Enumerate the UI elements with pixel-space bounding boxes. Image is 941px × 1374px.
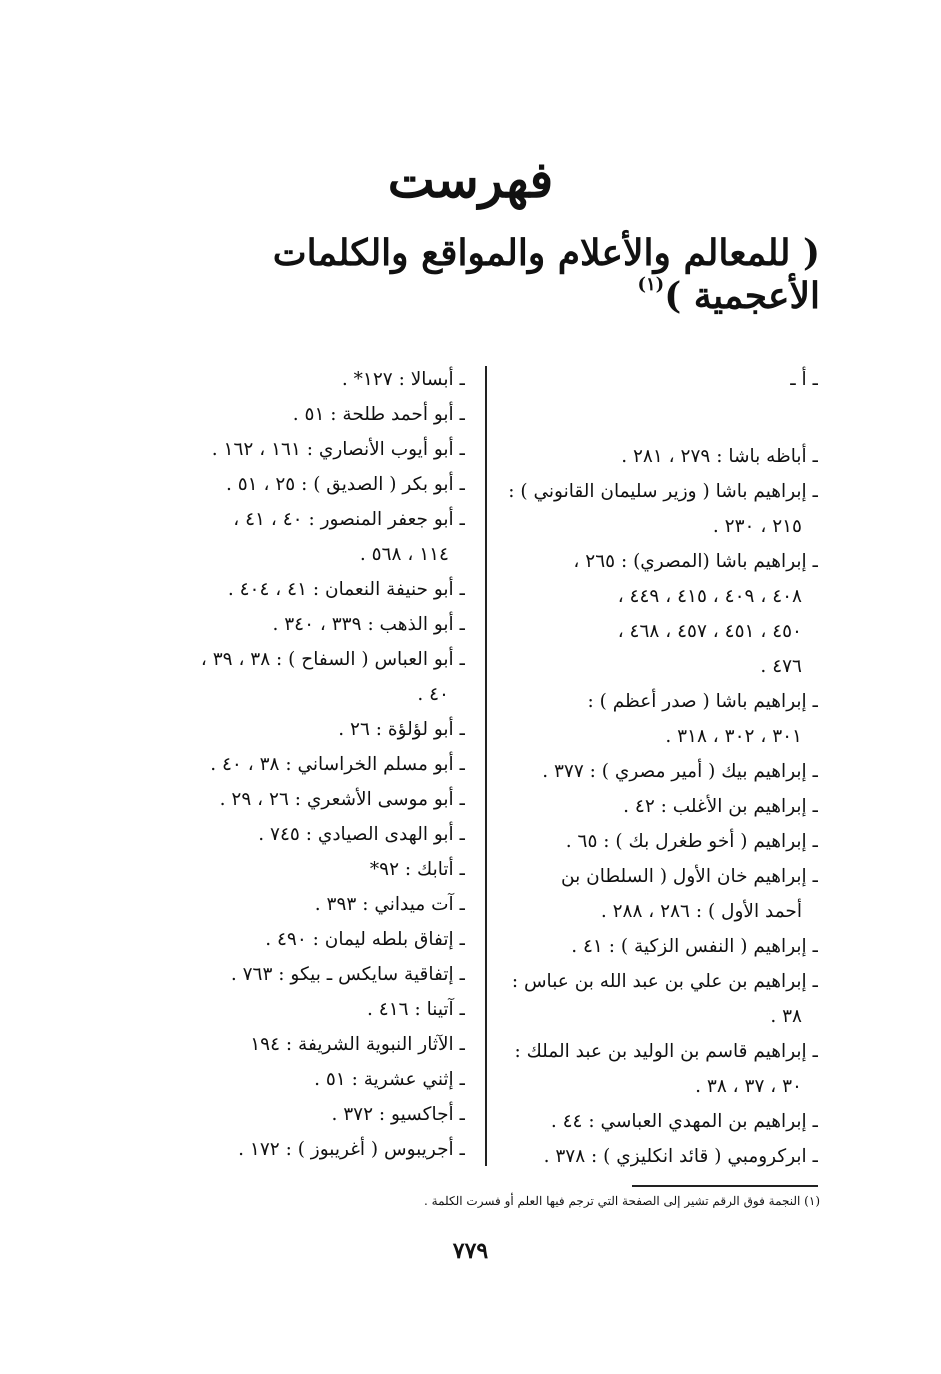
index-entry-line: ـ أبو أحمد طلحة : ٥١ . <box>292 404 465 425</box>
index-entry-line: ٤٠٨ ، ٤٠٩ ، ٤١٥ ، ٤٤٩ ، <box>617 586 802 607</box>
index-entry-line: ـ إبراهيم خان الأول ( السلطان بن <box>561 866 818 887</box>
index-entry-line: ـ إبراهيم ( أخو طغرل بك ) : ٦٥ . <box>565 831 818 852</box>
index-entry-line: ـ أبو الهدى الصيادي : ٧٤٥ . <box>258 824 465 845</box>
index-entry-line: ـ أجاكسيو : ٣٧٢ . <box>331 1104 465 1125</box>
index-entry-line: ـ أبو حنيفة النعمان : ٤١ ، ٤٠٤ . <box>227 579 465 600</box>
index-entry-line: ـ أجريبوس ( أغريبوز ) : ١٧٢ . <box>238 1139 465 1160</box>
index-entry-line: ٤٥٠ ، ٤٥١ ، ٤٥٧ ، ٤٦٨ ، <box>617 621 802 642</box>
subtitle-footnote-marker: (١) <box>637 274 665 295</box>
index-entry-line: ـ آتينا : ٤١٦ . <box>367 999 465 1020</box>
index-entry-line: أحمد الأول ) : ٢٨٦ ، ٢٨٨ . <box>600 901 802 922</box>
index-entry-line: ـ أبو العباس ( السفاح ) : ٣٨ ، ٣٩ ، <box>200 649 465 670</box>
index-entry-line: ـ إبراهيم باشا (المصري) : ٢٦٥ ، <box>573 551 818 572</box>
index-entry-line: ـ أبو مسلم الخراساني : ٣٨ ، ٤٠ . <box>210 754 465 775</box>
index-entry-line: ـ إبراهيم بن علي بن عبد الله بن عباس : <box>511 971 818 992</box>
index-entry-line: ٣٠١ ، ٣٠٢ ، ٣١٨ . <box>665 726 802 747</box>
index-entry-line: ـ إبراهيم ( النفس الزكية ) : ٤١ . <box>571 936 818 957</box>
index-entry-line: ـ إتفاقية سايكس ـ بيكو : ٧٦٣ . <box>230 964 465 985</box>
index-entry-line: ـ إبراهيم قاسم بن الوليد بن عبد الملك : <box>514 1041 818 1062</box>
footnote: (١) النجمة فوق الرقم تشير إلى الصفحة التي ترجم فيها العلم أو فسرت الكلمة . <box>424 1194 820 1208</box>
index-entry-line: ـ إبراهيم باشا ( صدر أعظم ) : <box>587 691 818 712</box>
index-entry-line: ـ أبو لؤلؤة : ٢٦ . <box>338 719 465 740</box>
subtitle-text: ( للمعالم والأعلام والمواقع والكلمات الأعجمية ) <box>272 232 820 317</box>
page-title: فهرست <box>387 150 554 209</box>
index-entry-line: ـ أبو موسى الأشعري : ٢٦ ، ٢٩ . <box>219 789 465 810</box>
index-column-left <box>155 362 465 1167</box>
page-subtitle <box>160 232 820 317</box>
index-entry-line: ـ أتابك : ٩٢* <box>369 859 465 880</box>
index-entry-line: ـ أبسالا : ١٢٧* . <box>341 369 465 390</box>
index-entry-line <box>500 397 818 439</box>
index-entry-line: ـ إبراهيم باشا ( وزير سليمان القانوني ) : <box>508 481 818 502</box>
index-entry-line: ـ ابركرومبي ( قائد انكليزي ) : ٣٧٨ . <box>543 1146 818 1167</box>
index-entry-line: ٢١٥ ، ٢٣٠ . <box>712 516 802 537</box>
footnote-rule <box>632 1185 818 1187</box>
index-entry-line: ـ أبو الذهب : ٣٣٩ ، ٣٤٠ . <box>272 614 465 635</box>
index-entry-line: ـ إثني عشرية : ٥١ . <box>314 1069 465 1090</box>
index-entry-line: ـ آت ميداني : ٣٩٣ . <box>314 894 465 915</box>
index-entry-line: ـ أباظه باشا : ٢٧٩ ، ٢٨١ . <box>621 446 818 467</box>
index-entry-line: ـ إتفاق بلطه ليمان : ٤٩٠ . <box>265 929 465 950</box>
index-entry-line: ٤٧٦ . <box>760 656 802 677</box>
index-entry-line: ـ أبو بكر ( الصديق ) : ٢٥ ، ٥١ . <box>225 474 465 495</box>
index-entry-line: ـ إبراهيم بن المهدي العباسي : ٤٤ . <box>550 1111 818 1132</box>
index-entry-line: ١١٤ ، ٥٦٨ . <box>359 544 449 565</box>
index-entry-line: ٣٠ ، ٣٧ ، ٣٨ . <box>695 1076 802 1097</box>
index-entry-line: ٣٨ . <box>770 1006 802 1027</box>
column-divider <box>485 366 487 1166</box>
index-entry-line: ـ أبو أيوب الأنصاري : ١٦١ ، ١٦٢ . <box>211 439 465 460</box>
index-entry-line: ـ إبراهيم بن الأغلب : ٤٢ . <box>623 796 818 817</box>
index-entry-line: ـ أ ـ <box>790 369 818 390</box>
index-entry-line: ـ الآثار النبوية الشريفة : ١٩٤ <box>250 1034 465 1055</box>
index-column-right <box>500 362 818 1174</box>
index-entry-line: ـ أبو جعفر المنصور : ٤٠ ، ٤١ ، <box>233 509 465 530</box>
index-entry-line: ـ إبراهيم بيك ( أمير مصري ) : ٣٧٧ . <box>542 761 818 782</box>
index-entry-line: ٤٠ . <box>417 684 449 705</box>
page-number: ٧٧٩ <box>452 1238 489 1264</box>
